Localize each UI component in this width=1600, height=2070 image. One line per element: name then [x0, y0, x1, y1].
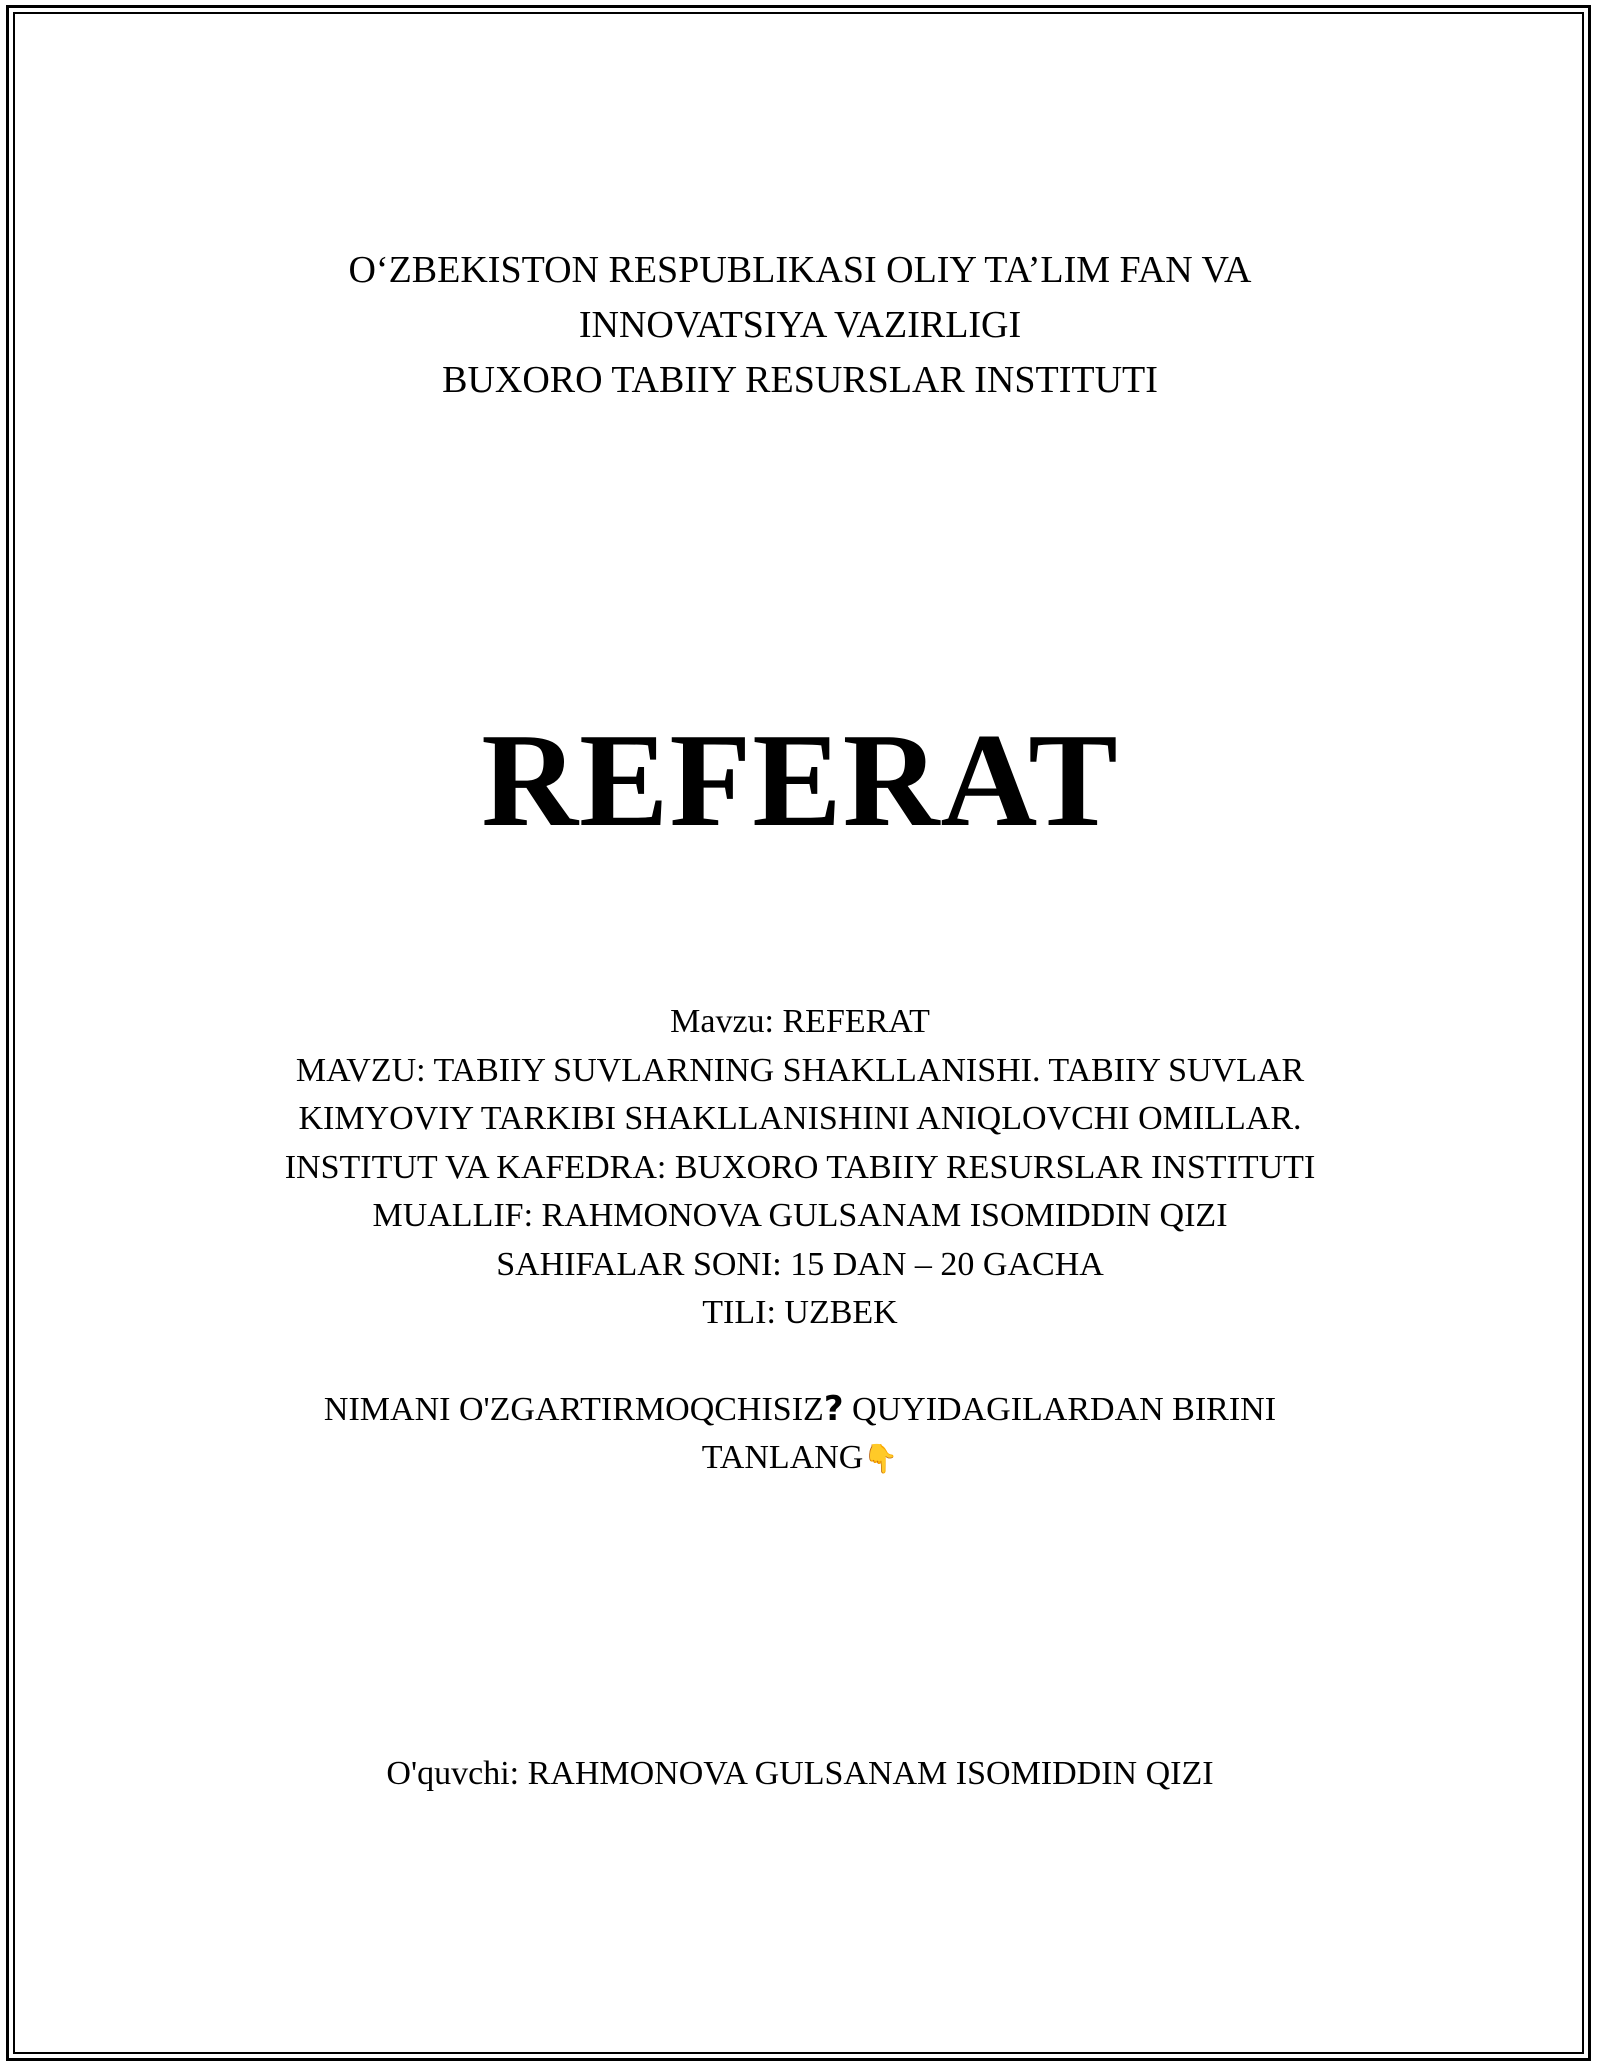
info-institute-department: INSTITUT VA KAFEDRA: BUXORO TABIIY RESURSLAR INSTITUTI	[284, 1148, 1316, 1186]
header-line-ministry: O‘ZBEKISTON RESPUBLIKASI OLIY TA’LIM FAN VA	[348, 249, 1252, 291]
choice-prompt-line1	[0, 1385, 1600, 1434]
choice-prompt-text3: TANLANG	[701, 1439, 864, 1476]
choice-prompt	[0, 1385, 1600, 1483]
info-language: TILI: UZBEK	[702, 1294, 898, 1331]
info-topic-line2: KIMYOVIY TARKIBI SHAKLLANISHINI ANIQLOVCHI OMILLAR.	[298, 1100, 1302, 1137]
document-title: REFERAT	[481, 706, 1119, 854]
choice-prompt-line2	[0, 1434, 1600, 1483]
document-info	[0, 998, 1600, 1338]
institution-header	[0, 243, 1600, 408]
header-line-institute: BUXORO TABIIY RESURSLAR INSTITUTI	[442, 359, 1158, 401]
hand-pointing-down-icon: 👇	[863, 1442, 899, 1475]
pupil-name: O'quvchi: RAHMONOVA GULSANAM ISOMIDDIN QIZI	[386, 1755, 1214, 1792]
info-author: MUALLIF: RAHMONOVA GULSANAM ISOMIDDIN QIZI	[372, 1197, 1228, 1234]
choice-prompt-text2: QUYIDAGILARDAN BIRINI	[843, 1391, 1277, 1428]
question-mark-icon: ?	[823, 1389, 844, 1429]
header-line-ministry-cont: INNOVATSIYA VAZIRLIGI	[578, 304, 1022, 346]
choice-prompt-text1: NIMANI O'ZGARTIRMOQCHISIZ	[323, 1391, 824, 1428]
info-page-count: SAHIFALAR SONI: 15 DAN – 20 GACHA	[496, 1245, 1104, 1283]
info-topic-short: Mavzu: REFERAT	[670, 1003, 930, 1040]
info-topic-line1: MAVZU: TABIIY SUVLARNING SHAKLLANISHI. TABIIY SUVLAR	[295, 1051, 1305, 1089]
